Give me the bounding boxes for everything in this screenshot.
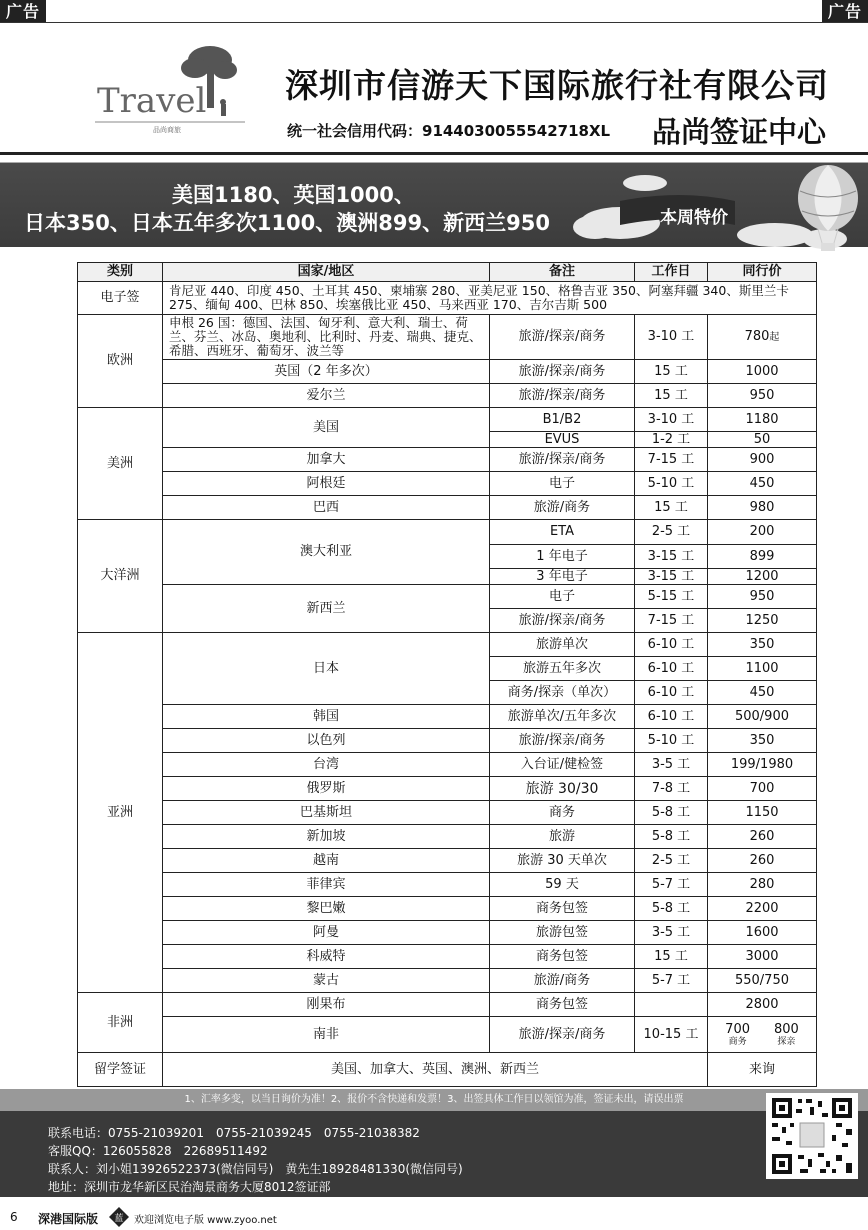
cell-country: 新加坡 bbox=[163, 825, 490, 849]
cell-days: 6-10 工 bbox=[635, 705, 708, 729]
cell-days: 3-5 工 bbox=[635, 753, 708, 777]
table-row bbox=[78, 633, 817, 657]
cell-price: 450 bbox=[708, 681, 817, 705]
cell-note: 商务包签 bbox=[490, 897, 635, 921]
cell-days: 3-5 工 bbox=[635, 921, 708, 945]
publication-brand: 深港国际版 bbox=[38, 1212, 99, 1226]
cell-days: 10-15 工 bbox=[635, 1017, 708, 1053]
cell-price: 1180 bbox=[708, 408, 817, 432]
cell-price: 50 bbox=[708, 432, 817, 448]
promo-line-1: 美国1180、英国1000、 bbox=[172, 183, 415, 207]
notice-bar: 1、汇率多变，以当日询价为准！2、报价不含快递和发票！3、出签具体工作日以领馆为准，签证未出，请误出票 bbox=[0, 1089, 868, 1111]
cell-country: 以色列 bbox=[163, 729, 490, 753]
price-suffix: 起 bbox=[769, 331, 780, 343]
cell-price: 260 bbox=[708, 849, 817, 873]
cell-note: B1/B2 bbox=[490, 408, 635, 432]
cell-country: 黎巴嫩 bbox=[163, 897, 490, 921]
cell-price: 1000 bbox=[708, 360, 817, 384]
cell-note: 商务包签 bbox=[490, 993, 635, 1017]
cell-price: 2200 bbox=[708, 897, 817, 921]
cell-days: 5-15 工 bbox=[635, 585, 708, 609]
table-row bbox=[78, 384, 817, 408]
cell-country: 俄罗斯 bbox=[163, 777, 490, 801]
cell-price: 2800 bbox=[708, 993, 817, 1017]
cell-price: 1200 bbox=[708, 569, 817, 585]
cell-country: 巴西 bbox=[163, 496, 490, 520]
price-business-label: 商务 bbox=[728, 1037, 747, 1047]
cell-days: 15 工 bbox=[635, 496, 708, 520]
cell-country: 刚果布 bbox=[163, 993, 490, 1017]
table-row bbox=[78, 921, 817, 945]
header-workdays: 工作日 bbox=[635, 263, 708, 282]
cell-price: 350 bbox=[708, 729, 817, 753]
contact-phone: 联系电话：0755-21039201 0755-21039245 0755-21038382 bbox=[48, 1126, 420, 1140]
header-country: 国家/地区 bbox=[163, 263, 490, 282]
logo-subtext: 品尚商旅 bbox=[153, 126, 181, 134]
price-value: 780 bbox=[744, 328, 770, 344]
ad-label-left: 广告 bbox=[0, 0, 46, 22]
cell-days: 5-10 工 bbox=[635, 472, 708, 496]
table-row bbox=[78, 408, 817, 432]
cell-note: EVUS bbox=[490, 432, 635, 448]
cell-country: 阿根廷 bbox=[163, 472, 490, 496]
cell-days: 3-10 工 bbox=[635, 408, 708, 432]
cell-days: 1-2 工 bbox=[635, 432, 708, 448]
visa-center-name: 品尚签证中心 bbox=[652, 115, 827, 149]
cell-country: 澳大利亚 bbox=[163, 520, 490, 585]
category-oceania: 大洋洲 bbox=[78, 520, 163, 633]
cell-note: 入台证/健检签 bbox=[490, 753, 635, 777]
qr-code-icon bbox=[766, 1093, 858, 1179]
cell-country: 新西兰 bbox=[163, 585, 490, 633]
cell-price: 200 bbox=[708, 520, 817, 545]
table-row bbox=[78, 1017, 817, 1053]
logo-text: Travel bbox=[97, 81, 207, 121]
table-row bbox=[78, 315, 817, 360]
header-note: 备注 bbox=[490, 263, 635, 282]
welcome-link[interactable]: 欢迎浏览电子版 www.zyoo.net bbox=[134, 1215, 277, 1226]
promo-line-2: 日本350、日本五年多次1100、澳洲899、新西兰950 bbox=[24, 211, 550, 235]
cell-country: 蒙古 bbox=[163, 969, 490, 993]
evisa-countries: 肯尼亚 440、印度 450、土耳其 450、柬埔寨 280、亚美尼亚 150、格鲁吉亚 350、阿塞拜疆 340、斯里兰卡 275、缅甸 400、巴林 850、埃塞俄比亚 450、马来西亚 170、吉尔吉斯 500 bbox=[163, 282, 817, 315]
company-name: 深圳市信游天下国际旅行社有限公司 bbox=[285, 66, 829, 105]
category-europe: 欧洲 bbox=[78, 315, 163, 408]
cell-note: 旅游 bbox=[490, 825, 635, 849]
cell-note: 旅游单次/五年多次 bbox=[490, 705, 635, 729]
top-divider bbox=[0, 22, 868, 23]
cell-note: 旅游 30/30 bbox=[490, 777, 635, 801]
cell-price: 900 bbox=[708, 448, 817, 472]
table-row bbox=[78, 360, 817, 384]
cell-days: 5-8 工 bbox=[635, 801, 708, 825]
table-row bbox=[78, 520, 817, 545]
cell-note: 商务 bbox=[490, 801, 635, 825]
contact-address: 地址：深圳市龙华新区民治淘景商务大厦8012签证部 bbox=[48, 1180, 331, 1194]
cell-note: 旅游/探亲/商务 bbox=[490, 1017, 635, 1053]
schengen-countries: 申根 26 国：德国、法国、匈牙利、意大利、瑞士、荷兰、芬兰、冰岛、奥地利、比利时、丹麦、瑞典、捷克、希腊、西班牙、葡萄牙、波兰等 bbox=[163, 315, 490, 360]
cell-note: ETA bbox=[490, 520, 635, 545]
cell-days: 15 工 bbox=[635, 945, 708, 969]
cell-price: 3000 bbox=[708, 945, 817, 969]
table-row bbox=[78, 969, 817, 993]
cell-note: 旅游/探亲/商务 bbox=[490, 360, 635, 384]
cell-price bbox=[708, 315, 817, 360]
cell-country: 美国 bbox=[163, 408, 490, 448]
table-row bbox=[78, 1053, 817, 1087]
ad-label-right: 广告 bbox=[822, 0, 868, 22]
cell-note: 旅游单次 bbox=[490, 633, 635, 657]
table-row bbox=[78, 801, 817, 825]
study-price: 来询 bbox=[708, 1053, 817, 1087]
cell-price: 1250 bbox=[708, 609, 817, 633]
cell-country: 爱尔兰 bbox=[163, 384, 490, 408]
contact-person: 联系人：刘小姐13926522373(微信同号) 黄先生18928481330(微信同号) bbox=[48, 1162, 463, 1176]
contact-qq: 客服QQ：126055828 22689511492 bbox=[48, 1144, 268, 1158]
cell-note: 旅游/探亲/商务 bbox=[490, 448, 635, 472]
cell-country: 越南 bbox=[163, 849, 490, 873]
table-row bbox=[78, 777, 817, 801]
cell-note: 旅游/探亲/商务 bbox=[490, 609, 635, 633]
cell-days: 15 工 bbox=[635, 360, 708, 384]
table-row bbox=[78, 753, 817, 777]
cell-days: 6-10 工 bbox=[635, 657, 708, 681]
cell-note: 旅游/商务 bbox=[490, 496, 635, 520]
credit-code: 统一社会信用代码：9144030055542718XL bbox=[287, 122, 611, 140]
badge-text: 蓝 bbox=[114, 1214, 124, 1224]
weekly-special-label: 本周特价 bbox=[660, 208, 728, 228]
cell-days: 5-7 工 bbox=[635, 969, 708, 993]
cell-days: 6-10 工 bbox=[635, 633, 708, 657]
cell-note: 旅游/商务 bbox=[490, 969, 635, 993]
header-price: 同行价 bbox=[708, 263, 817, 282]
cell-note: 旅游/探亲/商务 bbox=[490, 315, 635, 360]
cell-price: 350 bbox=[708, 633, 817, 657]
price-business: 700 bbox=[725, 1022, 750, 1037]
cell-note: 电子 bbox=[490, 585, 635, 609]
header-category: 类别 bbox=[78, 263, 163, 282]
category-study: 留学签证 bbox=[78, 1053, 163, 1087]
cell-note: 商务包签 bbox=[490, 945, 635, 969]
cell-note: 电子 bbox=[490, 472, 635, 496]
table-row bbox=[78, 897, 817, 921]
table-row bbox=[78, 448, 817, 472]
cell-price: 1600 bbox=[708, 921, 817, 945]
cell-days: 5-10 工 bbox=[635, 729, 708, 753]
category-africa: 非洲 bbox=[78, 993, 163, 1053]
cell-days: 5-8 工 bbox=[635, 825, 708, 849]
cell-days: 15 工 bbox=[635, 384, 708, 408]
cell-days: 5-7 工 bbox=[635, 873, 708, 897]
table-row bbox=[78, 705, 817, 729]
price-family-label: 探亲 bbox=[777, 1037, 796, 1047]
visa-price-table bbox=[77, 262, 817, 1087]
cell-price: 700 bbox=[708, 777, 817, 801]
cell-country: 日本 bbox=[163, 633, 490, 705]
category-asia: 亚洲 bbox=[78, 633, 163, 993]
cell-note: 旅游/探亲/商务 bbox=[490, 729, 635, 753]
contact-panel bbox=[0, 1111, 868, 1197]
blue-badge-icon bbox=[108, 1206, 130, 1228]
cell-note: 旅游/探亲/商务 bbox=[490, 384, 635, 408]
table-row bbox=[78, 849, 817, 873]
category-america: 美洲 bbox=[78, 408, 163, 520]
cell-days bbox=[635, 993, 708, 1017]
cell-price: 550/750 bbox=[708, 969, 817, 993]
cell-price: 280 bbox=[708, 873, 817, 897]
table-row bbox=[78, 585, 817, 609]
table-row bbox=[78, 993, 817, 1017]
cell-price: 980 bbox=[708, 496, 817, 520]
cell-days: 5-8 工 bbox=[635, 897, 708, 921]
cell-days: 7-8 工 bbox=[635, 777, 708, 801]
cell-days: 6-10 工 bbox=[635, 681, 708, 705]
table-row bbox=[78, 825, 817, 849]
table-header-row bbox=[78, 263, 817, 282]
cell-price: 1100 bbox=[708, 657, 817, 681]
page-footer bbox=[0, 1203, 868, 1230]
cell-country: 英国（2 年多次） bbox=[163, 360, 490, 384]
cell-price: 950 bbox=[708, 585, 817, 609]
cell-days: 7-15 工 bbox=[635, 609, 708, 633]
cell-country: 南非 bbox=[163, 1017, 490, 1053]
cell-note: 1 年电子 bbox=[490, 545, 635, 569]
cell-price: 1150 bbox=[708, 801, 817, 825]
table-row bbox=[78, 729, 817, 753]
cell-country: 韩国 bbox=[163, 705, 490, 729]
cell-days: 3-15 工 bbox=[635, 569, 708, 585]
header bbox=[0, 24, 868, 152]
cell-days: 2-5 工 bbox=[635, 849, 708, 873]
cell-note: 旅游包签 bbox=[490, 921, 635, 945]
table-row bbox=[78, 472, 817, 496]
cell-days: 3-15 工 bbox=[635, 545, 708, 569]
cell-note: 59 天 bbox=[490, 873, 635, 897]
cell-days: 3-10 工 bbox=[635, 315, 708, 360]
cell-days: 2-5 工 bbox=[635, 520, 708, 545]
cell-note: 旅游 30 天单次 bbox=[490, 849, 635, 873]
price-family: 800 bbox=[774, 1022, 799, 1037]
cell-note: 商务/探亲（单次） bbox=[490, 681, 635, 705]
cell-note: 3 年电子 bbox=[490, 569, 635, 585]
table-row bbox=[78, 496, 817, 520]
cell-country: 菲律宾 bbox=[163, 873, 490, 897]
cell-country: 台湾 bbox=[163, 753, 490, 777]
cell-price: 450 bbox=[708, 472, 817, 496]
travel-logo bbox=[95, 40, 250, 135]
study-countries: 美国、加拿大、英国、澳洲、新西兰 bbox=[163, 1053, 708, 1087]
cell-price: 950 bbox=[708, 384, 817, 408]
cell-country: 巴基斯坦 bbox=[163, 801, 490, 825]
cell-country: 阿曼 bbox=[163, 921, 490, 945]
cell-price: 260 bbox=[708, 825, 817, 849]
table-row bbox=[78, 282, 817, 315]
cell-country: 加拿大 bbox=[163, 448, 490, 472]
cell-note: 旅游五年多次 bbox=[490, 657, 635, 681]
cell-price: 500/900 bbox=[708, 705, 817, 729]
page-number: 6 bbox=[10, 1210, 18, 1224]
cell-price bbox=[708, 1017, 817, 1053]
cell-country: 科威特 bbox=[163, 945, 490, 969]
table-row bbox=[78, 873, 817, 897]
cell-days: 7-15 工 bbox=[635, 448, 708, 472]
category-evisa: 电子签 bbox=[78, 282, 163, 315]
cell-price: 899 bbox=[708, 545, 817, 569]
banner-gap bbox=[0, 155, 868, 163]
cell-price: 199/1980 bbox=[708, 753, 817, 777]
table-row bbox=[78, 945, 817, 969]
